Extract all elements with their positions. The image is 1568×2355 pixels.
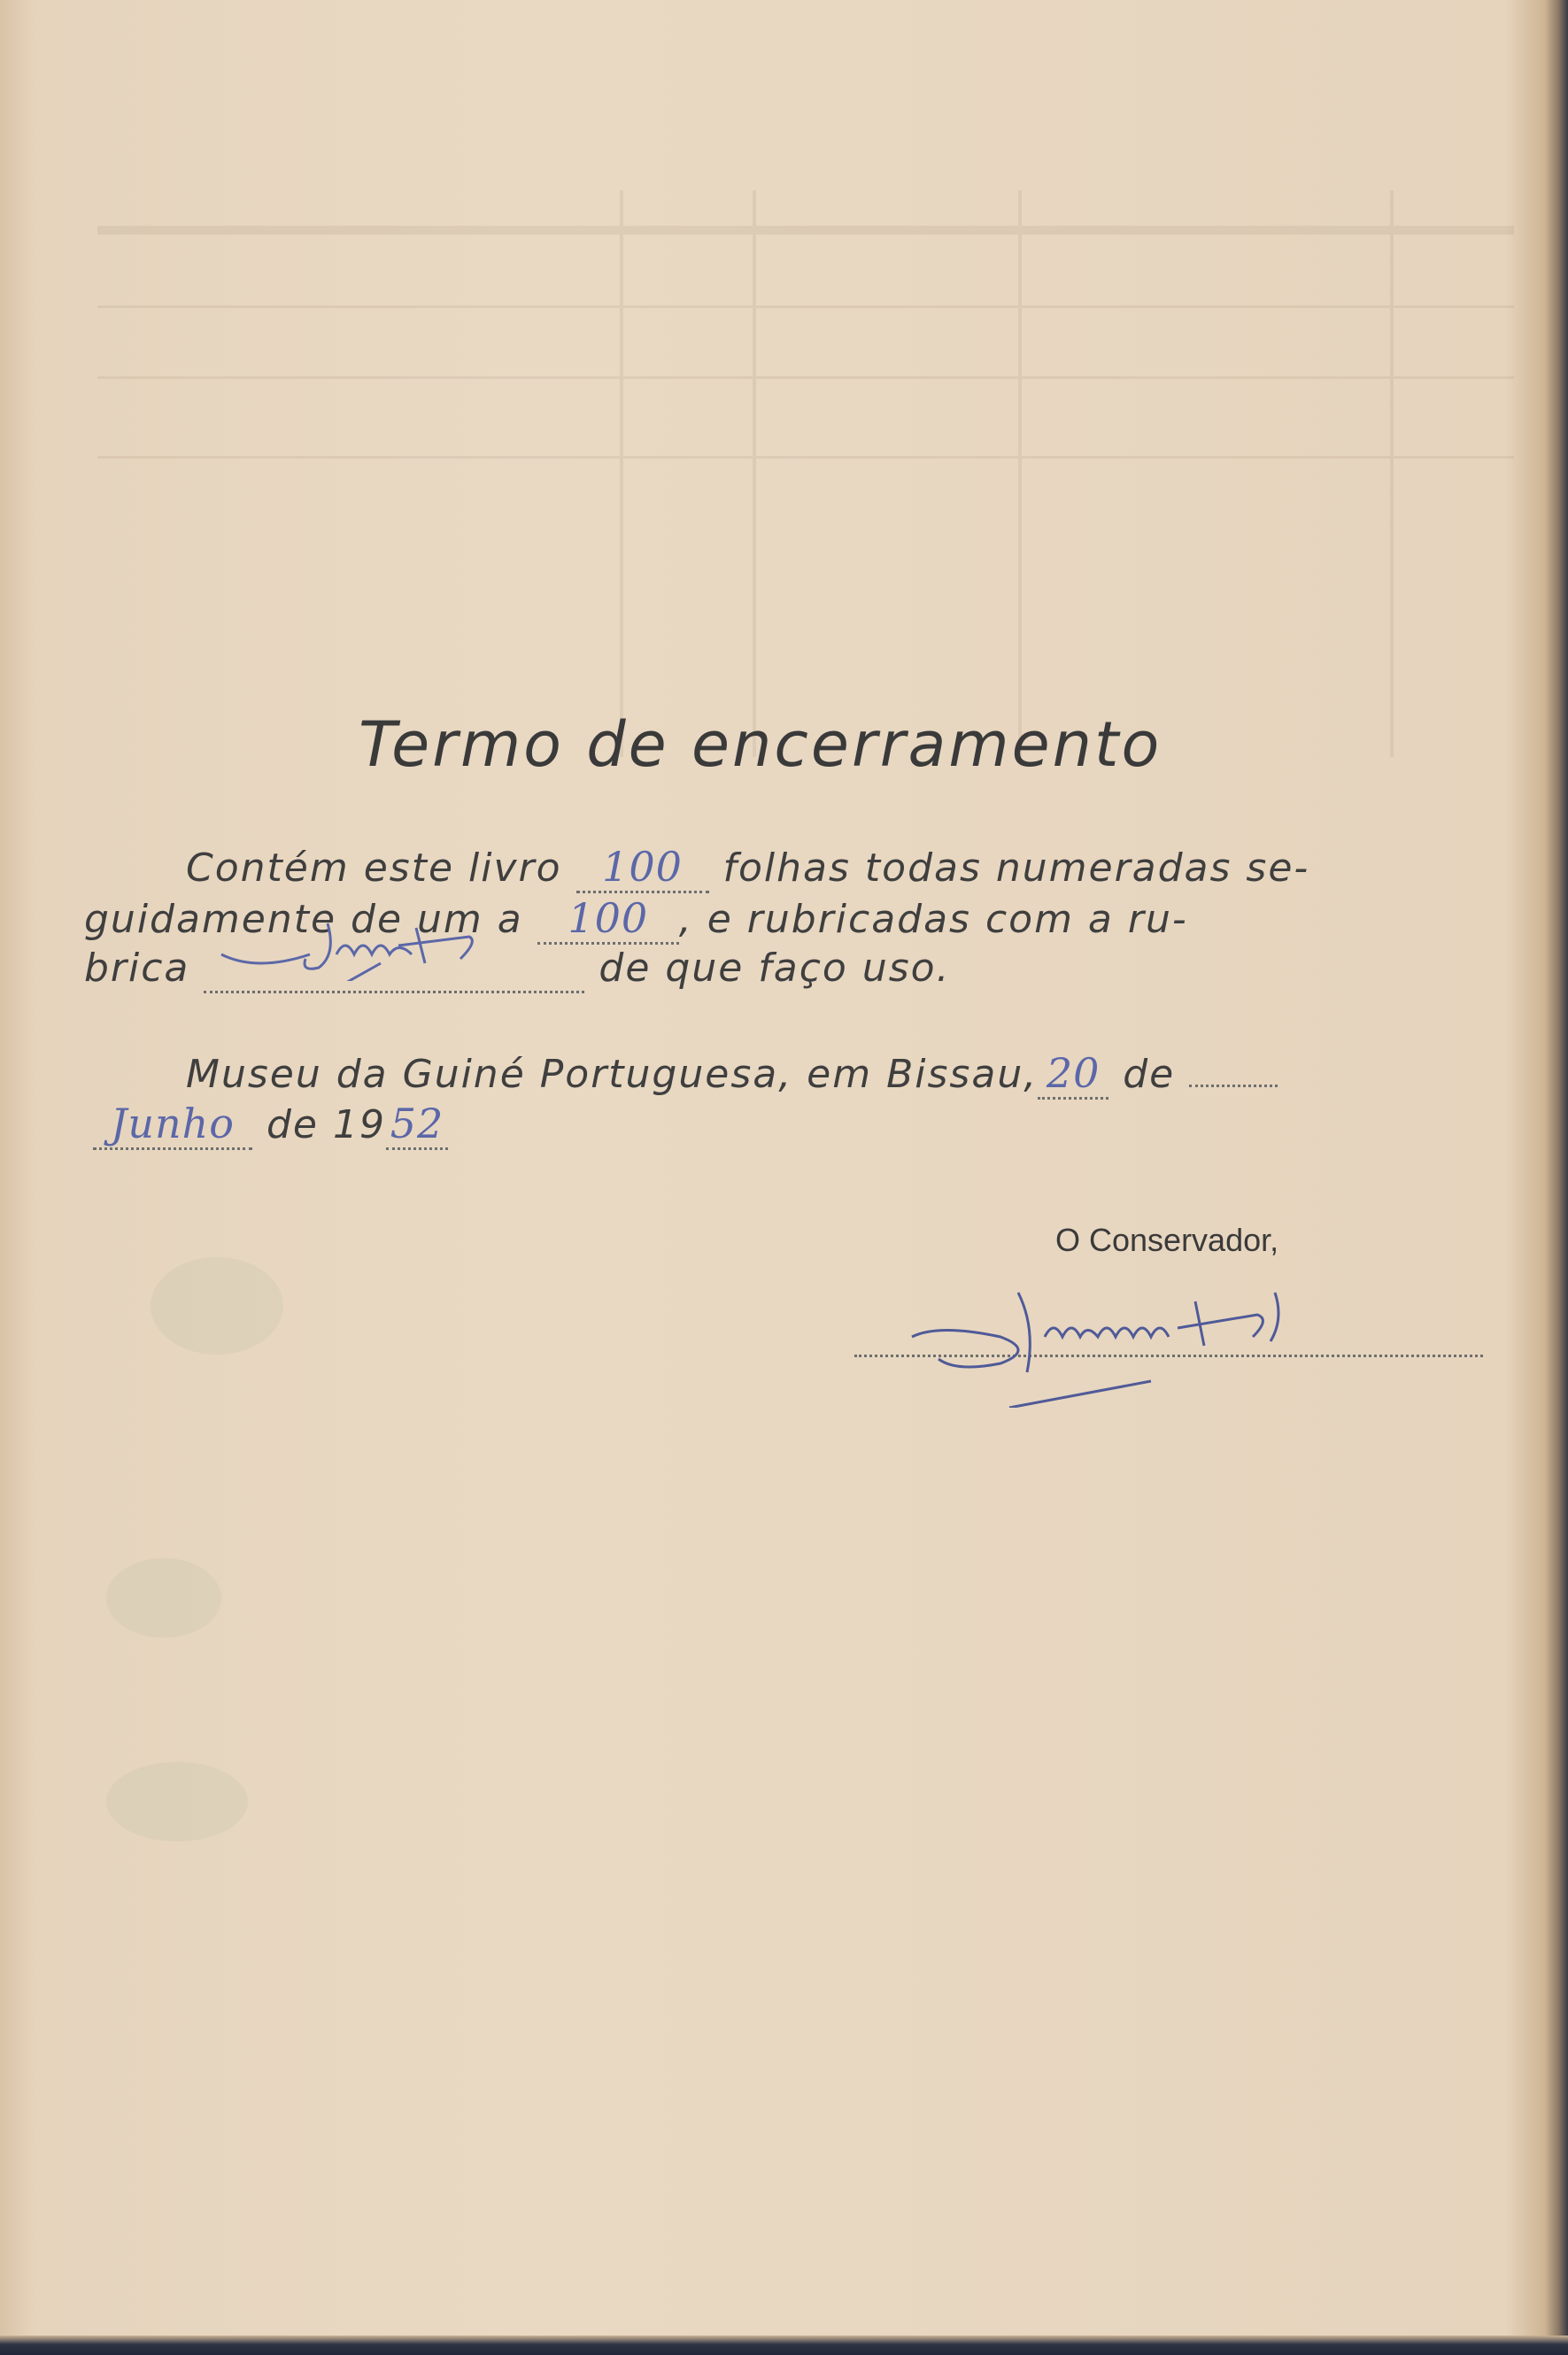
text-contem: Contém este livro [186,845,562,891]
handwritten-leaves-count: 100 [576,843,709,893]
text-museu: Museu da Guiné Portuguesa, em Bissau, [186,1052,1039,1097]
para2-line1 [186,1049,1278,1100]
document-title: Termo de encerramento [359,708,1162,781]
blank-field [1189,1085,1278,1087]
para1-line3 [84,946,951,993]
text-seguidamente: guidamente de um a [84,897,523,942]
text-uso: de que faço uso. [599,946,951,991]
closing-role: O Conservador, [1055,1222,1279,1258]
paper-stain [106,1762,248,1842]
handwritten-month: Junho [93,1100,252,1150]
handwritten-year: 52 [386,1100,448,1150]
bleed-through-table [97,173,1514,792]
rubric-signature-drawing [204,919,584,981]
rubric-field [204,946,584,993]
para2-line2 [93,1100,448,1150]
text-de-19: de 19 [266,1102,386,1147]
para1-line1 [186,843,1309,893]
paper-stain [106,1558,221,1638]
text-rubricadas: , e rubricadas com a ru- [678,897,1188,942]
text-de: de [1123,1052,1176,1097]
paper-stain [151,1257,283,1355]
conservador-signature [992,1315,1242,1355]
text-brica: brica [84,946,190,991]
handwritten-day: 20 [1038,1049,1108,1100]
handwritten-last-leaf: 100 [537,894,679,945]
text-folhas: folhas todas numeradas se- [722,845,1310,891]
